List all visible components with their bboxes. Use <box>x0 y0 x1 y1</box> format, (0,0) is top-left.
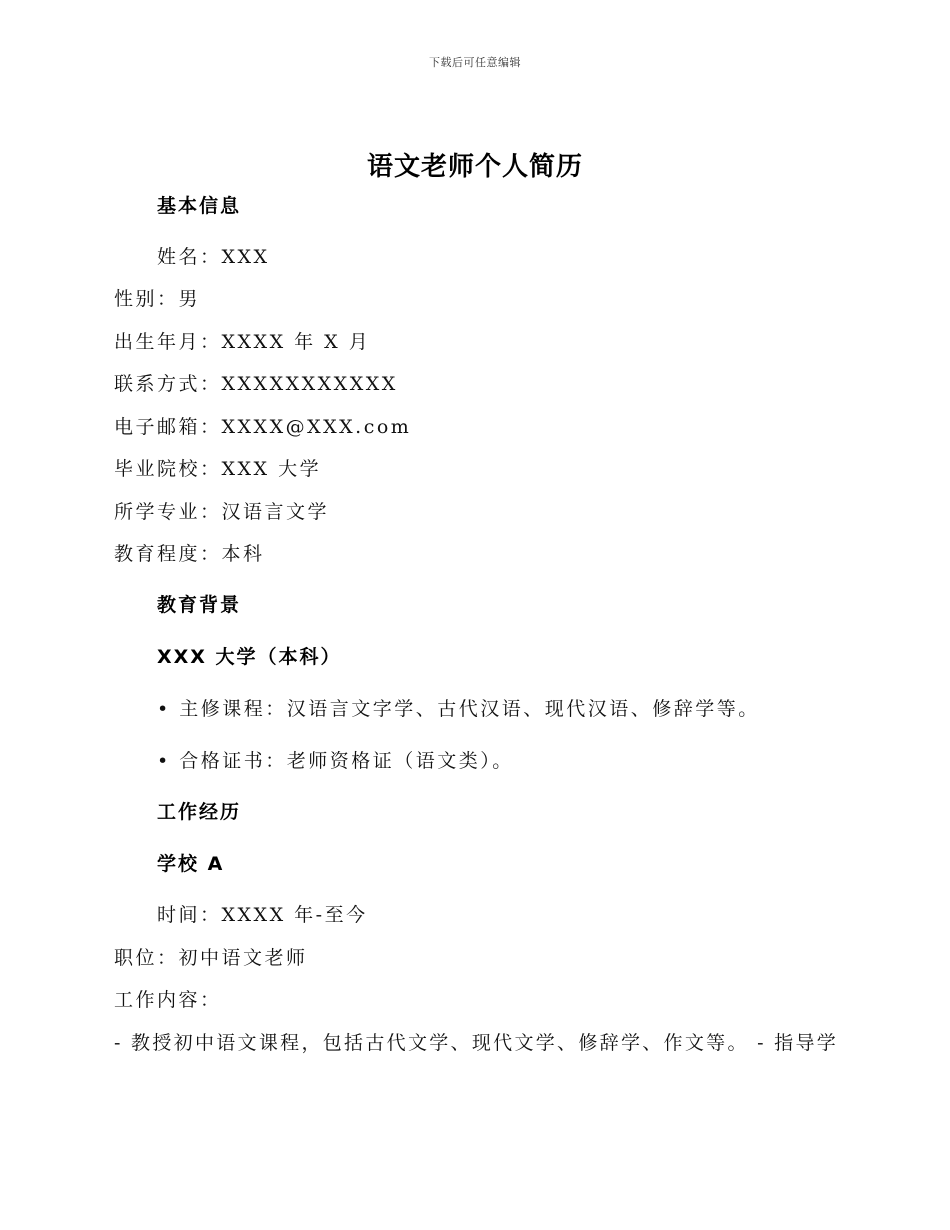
education-institution: XXX 大学（本科） <box>157 646 342 668</box>
section-heading-basic-info: 基本信息 <box>157 195 242 217</box>
field-email: 电子邮箱：XXXX@XXX.com <box>114 416 412 438</box>
work-time: 时间：XXXX 年-至今 <box>157 904 368 926</box>
field-contact: 联系方式：XXXXXXXXXXX <box>114 373 398 395</box>
field-gender: 性别：男 <box>114 288 201 310</box>
section-heading-education: 教育背景 <box>157 594 242 616</box>
education-courses: • 主修课程：汉语言文字学、古代汉语、现代汉语、修辞学等。 <box>157 698 760 720</box>
field-major: 所学专业：汉语言文学 <box>114 501 330 523</box>
work-content-label: 工作内容： <box>114 989 222 1011</box>
field-birth: 出生年月：XXXX 年 X 月 <box>114 331 371 353</box>
section-heading-work: 工作经历 <box>157 801 242 823</box>
field-school: 毕业院校：XXX 大学 <box>114 458 322 480</box>
education-certificate: • 合格证书：老师资格证（语文类）。 <box>157 750 514 772</box>
header-note: 下载后可任意编辑 <box>429 56 521 69</box>
work-employer: 学校 A <box>157 853 225 875</box>
work-position: 职位：初中语文老师 <box>114 947 308 969</box>
field-name: 姓名：XXX <box>157 246 270 268</box>
document-title: 语文老师个人简历 <box>366 152 583 182</box>
work-content-line: - 教授初中语文课程，包括古代文学、现代文学、修辞学、作文等。 - 指导学 <box>114 1032 839 1054</box>
field-degree: 教育程度：本科 <box>114 543 265 565</box>
